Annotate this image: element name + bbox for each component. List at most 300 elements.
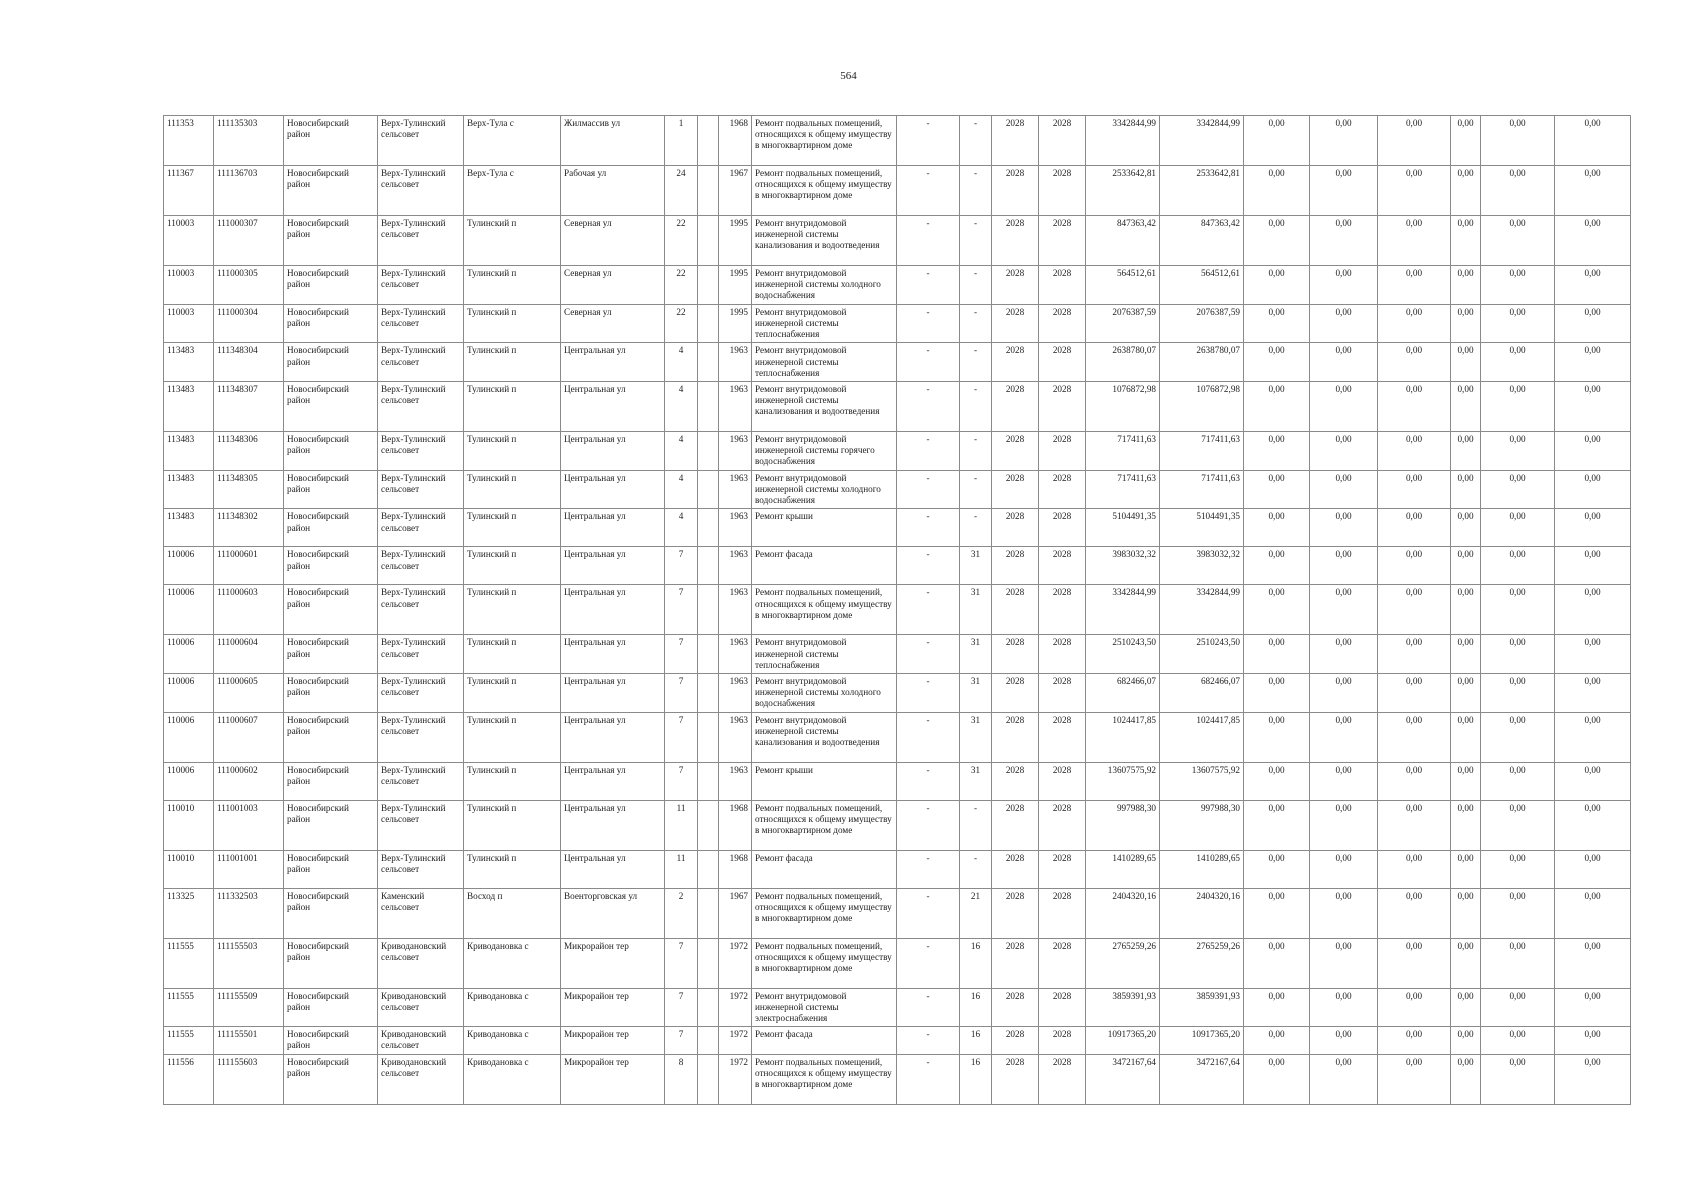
cell-street: Северная ул <box>561 304 665 343</box>
cell-plan-start-year: 2028 <box>992 431 1039 470</box>
cell-settlement-council: Верх-Тулинский сельсовет <box>378 431 464 470</box>
table-row <box>164 1027 1631 1054</box>
cell-year-built: 1968 <box>719 800 752 850</box>
cell-year-built: 1995 <box>719 304 752 343</box>
cell-work-type: Ремонт фасада <box>752 1027 897 1054</box>
cell-cost-2: 0,00 <box>1310 1027 1378 1054</box>
cell-plan-start-year: 2028 <box>992 800 1039 850</box>
cell-work-type: Ремонт внутридомовой инженерной системы канализования и водоотведения <box>752 381 897 431</box>
cell-cost-6: 0,00 <box>1555 166 1631 216</box>
cell-street: Центральная ул <box>561 712 665 762</box>
cell-work-id: 111332503 <box>214 888 284 938</box>
cell-year-built: 1963 <box>719 585 752 635</box>
cell-cost-1: 0,00 <box>1244 166 1310 216</box>
cell-cost-4: 0,00 <box>1451 762 1481 800</box>
cell-work-type: Ремонт крыши <box>752 762 897 800</box>
cell-cost-total-2: 3342844,99 <box>1160 116 1244 166</box>
cell-cost-2: 0,00 <box>1310 381 1378 431</box>
cell-year-built: 1972 <box>719 988 752 1027</box>
cell-work-type: Ремонт внутридомовой инженерной системы теплоснабжения <box>752 343 897 382</box>
cell-work-id: 111000602 <box>214 762 284 800</box>
cell-house-number: 22 <box>665 304 698 343</box>
cell-cost-4: 0,00 <box>1451 116 1481 166</box>
cell-cost-2: 0,00 <box>1310 850 1378 888</box>
cell-house-number: 7 <box>665 938 698 988</box>
cell-work-type: Ремонт внутридомовой инженерной системы электроснабжения <box>752 988 897 1027</box>
cell-house-id: 110006 <box>164 585 214 635</box>
cell-cost-3: 0,00 <box>1378 800 1451 850</box>
cell-building <box>698 509 719 547</box>
cell-locality: Криводановка с <box>464 1027 561 1054</box>
cell-total-cost: 5104491,35 <box>1086 509 1160 547</box>
cell-cost-6: 0,00 <box>1555 988 1631 1027</box>
table-row <box>164 509 1631 547</box>
cell-house-number: 7 <box>665 1027 698 1054</box>
cell-plan-end-year: 2028 <box>1039 509 1086 547</box>
cell-col-11: - <box>897 1027 960 1054</box>
cell-cost-1: 0,00 <box>1244 888 1310 938</box>
cell-street: Центральная ул <box>561 800 665 850</box>
cell-plan-start-year: 2028 <box>992 304 1039 343</box>
cell-building <box>698 547 719 585</box>
cell-work-id: 111348307 <box>214 381 284 431</box>
cell-house-id: 111556 <box>164 1054 214 1104</box>
cell-cost-6: 0,00 <box>1555 470 1631 509</box>
cell-plan-start-year: 2028 <box>992 888 1039 938</box>
cell-house-number: 7 <box>665 585 698 635</box>
cell-plan-end-year: 2028 <box>1039 585 1086 635</box>
cell-plan-start-year: 2028 <box>992 116 1039 166</box>
cell-street: Центральная ул <box>561 470 665 509</box>
cell-cost-total-2: 2765259,26 <box>1160 938 1244 988</box>
cell-district: Новосибирский район <box>284 888 378 938</box>
cell-cost-total-2: 2533642,81 <box>1160 166 1244 216</box>
cell-district: Новосибирский район <box>284 166 378 216</box>
cell-plan-start-year: 2028 <box>992 547 1039 585</box>
cell-street: Военторговская ул <box>561 888 665 938</box>
cell-cost-5: 0,00 <box>1481 343 1555 382</box>
cell-cost-4: 0,00 <box>1451 712 1481 762</box>
cell-street: Микрорайон тер <box>561 1027 665 1054</box>
cell-cost-2: 0,00 <box>1310 547 1378 585</box>
cell-cost-6: 0,00 <box>1555 116 1631 166</box>
cell-building <box>698 1027 719 1054</box>
cell-year-built: 1968 <box>719 850 752 888</box>
cell-plan-start-year: 2028 <box>992 938 1039 988</box>
cell-work-type: Ремонт внутридомовой инженерной системы канализования и водоотведения <box>752 216 897 266</box>
cell-cost-total-2: 3342844,99 <box>1160 585 1244 635</box>
capital-repair-table <box>163 115 1631 1105</box>
cell-total-cost: 1024417,85 <box>1086 712 1160 762</box>
cell-year-built: 1963 <box>719 547 752 585</box>
cell-building <box>698 116 719 166</box>
cell-house-id: 110006 <box>164 712 214 762</box>
cell-district: Новосибирский район <box>284 547 378 585</box>
cell-cost-1: 0,00 <box>1244 266 1310 305</box>
cell-total-cost: 717411,63 <box>1086 431 1160 470</box>
cell-street: Центральная ул <box>561 509 665 547</box>
cell-total-cost: 682466,07 <box>1086 673 1160 712</box>
table-row <box>164 988 1631 1027</box>
cell-cost-6: 0,00 <box>1555 1054 1631 1104</box>
cell-locality: Тулинский п <box>464 850 561 888</box>
cell-house-number: 4 <box>665 343 698 382</box>
cell-col-11: - <box>897 509 960 547</box>
cell-cost-5: 0,00 <box>1481 116 1555 166</box>
cell-col-11: - <box>897 431 960 470</box>
cell-district: Новосибирский район <box>284 116 378 166</box>
cell-cost-6: 0,00 <box>1555 547 1631 585</box>
cell-cost-5: 0,00 <box>1481 800 1555 850</box>
cell-house-id: 111555 <box>164 988 214 1027</box>
cell-cost-total-2: 2076387,59 <box>1160 304 1244 343</box>
cell-street: Северная ул <box>561 266 665 305</box>
cell-plan-start-year: 2028 <box>992 216 1039 266</box>
cell-cost-1: 0,00 <box>1244 673 1310 712</box>
cell-building <box>698 888 719 938</box>
cell-cost-5: 0,00 <box>1481 166 1555 216</box>
cell-settlement-council: Верх-Тулинский сельсовет <box>378 343 464 382</box>
cell-house-id: 111555 <box>164 938 214 988</box>
cell-work-type: Ремонт крыши <box>752 509 897 547</box>
cell-house-number: 2 <box>665 888 698 938</box>
cell-street: Центральная ул <box>561 585 665 635</box>
cell-house-id: 110006 <box>164 547 214 585</box>
cell-cost-4: 0,00 <box>1451 988 1481 1027</box>
cell-street: Центральная ул <box>561 431 665 470</box>
cell-col-11: - <box>897 343 960 382</box>
cell-house-id: 113325 <box>164 888 214 938</box>
cell-cost-3: 0,00 <box>1378 509 1451 547</box>
cell-col-12: - <box>960 116 992 166</box>
cell-cost-4: 0,00 <box>1451 343 1481 382</box>
cell-cost-2: 0,00 <box>1310 166 1378 216</box>
cell-house-number: 1 <box>665 116 698 166</box>
cell-cost-3: 0,00 <box>1378 216 1451 266</box>
cell-col-12: 31 <box>960 547 992 585</box>
cell-cost-3: 0,00 <box>1378 712 1451 762</box>
cell-house-id: 111353 <box>164 116 214 166</box>
cell-plan-end-year: 2028 <box>1039 938 1086 988</box>
cell-cost-4: 0,00 <box>1451 304 1481 343</box>
cell-locality: Тулинский п <box>464 343 561 382</box>
cell-building <box>698 216 719 266</box>
cell-cost-2: 0,00 <box>1310 470 1378 509</box>
cell-cost-5: 0,00 <box>1481 585 1555 635</box>
cell-house-id: 113483 <box>164 431 214 470</box>
cell-cost-4: 0,00 <box>1451 938 1481 988</box>
cell-locality: Криводановка с <box>464 988 561 1027</box>
cell-cost-total-2: 3983032,32 <box>1160 547 1244 585</box>
cell-plan-end-year: 2028 <box>1039 800 1086 850</box>
cell-cost-1: 0,00 <box>1244 216 1310 266</box>
cell-cost-1: 0,00 <box>1244 850 1310 888</box>
cell-work-id: 111000605 <box>214 673 284 712</box>
cell-cost-2: 0,00 <box>1310 762 1378 800</box>
cell-plan-end-year: 2028 <box>1039 673 1086 712</box>
cell-district: Новосибирский район <box>284 850 378 888</box>
cell-cost-3: 0,00 <box>1378 850 1451 888</box>
cell-house-id: 110003 <box>164 304 214 343</box>
cell-col-11: - <box>897 266 960 305</box>
cell-locality: Тулинский п <box>464 266 561 305</box>
cell-cost-5: 0,00 <box>1481 988 1555 1027</box>
cell-col-12: 16 <box>960 1027 992 1054</box>
cell-year-built: 1963 <box>719 343 752 382</box>
cell-cost-5: 0,00 <box>1481 470 1555 509</box>
cell-settlement-council: Верх-Тулинский сельсовет <box>378 635 464 674</box>
cell-col-11: - <box>897 938 960 988</box>
cell-plan-start-year: 2028 <box>992 1054 1039 1104</box>
cell-district: Новосибирский район <box>284 266 378 305</box>
cell-cost-1: 0,00 <box>1244 938 1310 988</box>
cell-building <box>698 850 719 888</box>
cell-plan-start-year: 2028 <box>992 470 1039 509</box>
cell-district: Новосибирский район <box>284 343 378 382</box>
cell-cost-3: 0,00 <box>1378 1027 1451 1054</box>
cell-year-built: 1972 <box>719 938 752 988</box>
cell-cost-3: 0,00 <box>1378 470 1451 509</box>
table-row <box>164 547 1631 585</box>
cell-col-12: 31 <box>960 635 992 674</box>
cell-settlement-council: Криводановский сельсовет <box>378 988 464 1027</box>
cell-plan-end-year: 2028 <box>1039 547 1086 585</box>
cell-locality: Тулинский п <box>464 431 561 470</box>
cell-year-built: 1968 <box>719 116 752 166</box>
cell-total-cost: 3472167,64 <box>1086 1054 1160 1104</box>
cell-building <box>698 938 719 988</box>
cell-district: Новосибирский район <box>284 1054 378 1104</box>
cell-total-cost: 1410289,65 <box>1086 850 1160 888</box>
cell-cost-1: 0,00 <box>1244 712 1310 762</box>
cell-cost-1: 0,00 <box>1244 635 1310 674</box>
cell-cost-3: 0,00 <box>1378 343 1451 382</box>
cell-cost-4: 0,00 <box>1451 800 1481 850</box>
cell-col-11: - <box>897 216 960 266</box>
cell-col-12: - <box>960 304 992 343</box>
table-row <box>164 673 1631 712</box>
cell-cost-5: 0,00 <box>1481 547 1555 585</box>
cell-house-number: 4 <box>665 431 698 470</box>
cell-house-id: 110010 <box>164 800 214 850</box>
cell-settlement-council: Верх-Тулинский сельсовет <box>378 712 464 762</box>
cell-cost-5: 0,00 <box>1481 304 1555 343</box>
cell-col-11: - <box>897 712 960 762</box>
cell-work-id: 111001003 <box>214 800 284 850</box>
cell-locality: Тулинский п <box>464 381 561 431</box>
cell-cost-3: 0,00 <box>1378 988 1451 1027</box>
cell-locality: Тулинский п <box>464 470 561 509</box>
cell-cost-total-2: 997988,30 <box>1160 800 1244 850</box>
cell-building <box>698 635 719 674</box>
cell-settlement-council: Верх-Тулинский сельсовет <box>378 470 464 509</box>
table-row <box>164 888 1631 938</box>
cell-house-id: 111367 <box>164 166 214 216</box>
cell-col-12: - <box>960 470 992 509</box>
table-row <box>164 938 1631 988</box>
cell-plan-start-year: 2028 <box>992 509 1039 547</box>
cell-work-id: 111155603 <box>214 1054 284 1104</box>
cell-col-12: 16 <box>960 1054 992 1104</box>
cell-cost-6: 0,00 <box>1555 888 1631 938</box>
cell-cost-3: 0,00 <box>1378 304 1451 343</box>
cell-total-cost: 3983032,32 <box>1086 547 1160 585</box>
cell-cost-2: 0,00 <box>1310 988 1378 1027</box>
cell-cost-total-2: 1076872,98 <box>1160 381 1244 431</box>
cell-total-cost: 2638780,07 <box>1086 343 1160 382</box>
cell-cost-3: 0,00 <box>1378 888 1451 938</box>
cell-district: Новосибирский район <box>284 381 378 431</box>
cell-work-type: Ремонт внутридомовой инженерной системы холодного водоснабжения <box>752 673 897 712</box>
cell-cost-5: 0,00 <box>1481 938 1555 988</box>
cell-total-cost: 717411,63 <box>1086 470 1160 509</box>
cell-cost-3: 0,00 <box>1378 635 1451 674</box>
cell-col-12: - <box>960 850 992 888</box>
cell-year-built: 1995 <box>719 216 752 266</box>
cell-work-type: Ремонт подвальных помещений, относящихся к общему имуществу в многоквартирном доме <box>752 938 897 988</box>
cell-settlement-council: Верх-Тулинский сельсовет <box>378 547 464 585</box>
cell-col-12: - <box>960 216 992 266</box>
cell-total-cost: 2533642,81 <box>1086 166 1160 216</box>
table-row <box>164 585 1631 635</box>
cell-cost-4: 0,00 <box>1451 585 1481 635</box>
table-row <box>164 216 1631 266</box>
cell-col-11: - <box>897 762 960 800</box>
cell-plan-end-year: 2028 <box>1039 266 1086 305</box>
cell-house-id: 110003 <box>164 216 214 266</box>
cell-cost-4: 0,00 <box>1451 1027 1481 1054</box>
cell-work-type: Ремонт фасада <box>752 547 897 585</box>
cell-col-11: - <box>897 304 960 343</box>
cell-col-12: - <box>960 381 992 431</box>
cell-col-12: 16 <box>960 938 992 988</box>
cell-year-built: 1963 <box>719 635 752 674</box>
table-row <box>164 800 1631 850</box>
cell-cost-5: 0,00 <box>1481 762 1555 800</box>
cell-cost-6: 0,00 <box>1555 1027 1631 1054</box>
cell-total-cost: 3342844,99 <box>1086 116 1160 166</box>
cell-street: Жилмассив ул <box>561 116 665 166</box>
cell-plan-end-year: 2028 <box>1039 850 1086 888</box>
table-row <box>164 266 1631 305</box>
cell-settlement-council: Криводановский сельсовет <box>378 938 464 988</box>
cell-col-11: - <box>897 635 960 674</box>
cell-plan-start-year: 2028 <box>992 712 1039 762</box>
cell-house-number: 11 <box>665 850 698 888</box>
cell-plan-end-year: 2028 <box>1039 712 1086 762</box>
cell-cost-6: 0,00 <box>1555 673 1631 712</box>
cell-cost-1: 0,00 <box>1244 381 1310 431</box>
cell-col-11: - <box>897 116 960 166</box>
cell-plan-end-year: 2028 <box>1039 304 1086 343</box>
cell-cost-1: 0,00 <box>1244 585 1310 635</box>
cell-house-id: 110006 <box>164 673 214 712</box>
table-body <box>164 116 1631 1105</box>
cell-year-built: 1963 <box>719 673 752 712</box>
cell-locality: Криводановка с <box>464 1054 561 1104</box>
cell-cost-2: 0,00 <box>1310 431 1378 470</box>
cell-district: Новосибирский район <box>284 635 378 674</box>
cell-cost-5: 0,00 <box>1481 1027 1555 1054</box>
cell-cost-6: 0,00 <box>1555 850 1631 888</box>
cell-total-cost: 847363,42 <box>1086 216 1160 266</box>
cell-locality: Криводановка с <box>464 938 561 988</box>
cell-building <box>698 1054 719 1104</box>
cell-district: Новосибирский район <box>284 431 378 470</box>
cell-plan-end-year: 2028 <box>1039 888 1086 938</box>
cell-col-12: 31 <box>960 712 992 762</box>
cell-street: Центральная ул <box>561 343 665 382</box>
cell-house-number: 4 <box>665 381 698 431</box>
cell-plan-end-year: 2028 <box>1039 431 1086 470</box>
cell-district: Новосибирский район <box>284 673 378 712</box>
cell-street: Центральная ул <box>561 762 665 800</box>
cell-house-number: 24 <box>665 166 698 216</box>
cell-plan-start-year: 2028 <box>992 585 1039 635</box>
cell-year-built: 1963 <box>719 470 752 509</box>
cell-plan-end-year: 2028 <box>1039 166 1086 216</box>
cell-district: Новосибирский район <box>284 1027 378 1054</box>
cell-building <box>698 431 719 470</box>
cell-district: Новосибирский район <box>284 509 378 547</box>
cell-building <box>698 988 719 1027</box>
cell-building <box>698 343 719 382</box>
cell-cost-4: 0,00 <box>1451 850 1481 888</box>
cell-col-11: - <box>897 166 960 216</box>
table-row <box>164 762 1631 800</box>
cell-cost-6: 0,00 <box>1555 585 1631 635</box>
cell-district: Новосибирский район <box>284 762 378 800</box>
cell-locality: Восход п <box>464 888 561 938</box>
cell-cost-6: 0,00 <box>1555 800 1631 850</box>
cell-settlement-council: Верх-Тулинский сельсовет <box>378 116 464 166</box>
cell-work-id: 111000603 <box>214 585 284 635</box>
cell-year-built: 1963 <box>719 431 752 470</box>
cell-cost-1: 0,00 <box>1244 547 1310 585</box>
cell-cost-4: 0,00 <box>1451 216 1481 266</box>
cell-cost-3: 0,00 <box>1378 381 1451 431</box>
cell-cost-1: 0,00 <box>1244 304 1310 343</box>
cell-plan-start-year: 2028 <box>992 673 1039 712</box>
cell-year-built: 1967 <box>719 888 752 938</box>
cell-col-12: - <box>960 431 992 470</box>
cell-house-id: 113483 <box>164 509 214 547</box>
cell-cost-total-2: 10917365,20 <box>1160 1027 1244 1054</box>
cell-cost-1: 0,00 <box>1244 431 1310 470</box>
cell-building <box>698 381 719 431</box>
cell-cost-2: 0,00 <box>1310 266 1378 305</box>
cell-cost-6: 0,00 <box>1555 509 1631 547</box>
cell-cost-4: 0,00 <box>1451 547 1481 585</box>
cell-work-type: Ремонт подвальных помещений, относящихся к общему имуществу в многоквартирном доме <box>752 1054 897 1104</box>
cell-settlement-council: Криводановский сельсовет <box>378 1054 464 1104</box>
cell-settlement-council: Верх-Тулинский сельсовет <box>378 850 464 888</box>
cell-cost-total-2: 2510243,50 <box>1160 635 1244 674</box>
cell-work-id: 111348306 <box>214 431 284 470</box>
cell-work-type: Ремонт подвальных помещений, относящихся к общему имуществу в многоквартирном доме <box>752 166 897 216</box>
cell-settlement-council: Верх-Тулинский сельсовет <box>378 216 464 266</box>
cell-work-id: 111348304 <box>214 343 284 382</box>
cell-district: Новосибирский район <box>284 216 378 266</box>
cell-work-id: 111000307 <box>214 216 284 266</box>
cell-col-12: 31 <box>960 762 992 800</box>
cell-district: Новосибирский район <box>284 800 378 850</box>
cell-total-cost: 564512,61 <box>1086 266 1160 305</box>
table-row <box>164 635 1631 674</box>
cell-cost-2: 0,00 <box>1310 509 1378 547</box>
cell-total-cost: 1076872,98 <box>1086 381 1160 431</box>
cell-col-11: - <box>897 470 960 509</box>
